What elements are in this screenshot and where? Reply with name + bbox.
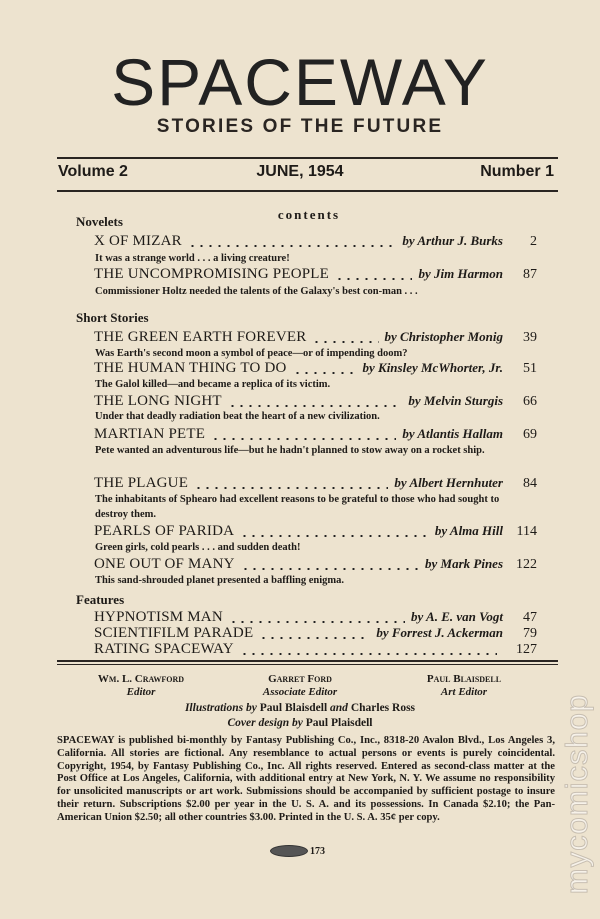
story-author: by Kinsley McWhorter, Jr. <box>362 360 503 375</box>
story-page: 69 <box>523 427 537 442</box>
story-page: 66 <box>523 394 537 409</box>
watermark: mycomicshop <box>559 693 594 895</box>
story-page: 122 <box>516 557 537 572</box>
label: and <box>330 702 348 714</box>
story-title: HYPNOTISM MAN <box>94 609 223 625</box>
staff-name: Wm. L. Crawford <box>97 673 185 685</box>
staff-name: Garret Ford <box>268 673 332 685</box>
dot-leader <box>259 637 370 639</box>
illustrator: Charles Ross <box>350 702 416 714</box>
magazine-subtitle: STORIES OF THE FUTURE <box>156 116 444 137</box>
divider <box>57 660 558 662</box>
story-page: 84 <box>523 476 537 491</box>
cover-artist: Paul Plaisdell <box>305 717 373 729</box>
dot-leader <box>312 341 378 343</box>
story-blurb: This sand-shrouded planet presented a baffling enigma. <box>95 575 345 586</box>
story-page: 79 <box>523 626 537 641</box>
story-title: THE PLAGUE <box>94 475 189 491</box>
story-author: by Atlantis Hallam <box>402 426 503 441</box>
toc-entry <box>94 360 537 378</box>
contents-heading: contents <box>277 207 341 222</box>
section-short-stories: Short Stories <box>76 310 149 325</box>
section-features: Features <box>76 592 125 607</box>
divider <box>57 664 558 665</box>
story-author: by Alma Hill <box>434 523 503 538</box>
story-author: by Melvin Sturgis <box>408 393 503 408</box>
cover-credit <box>0 716 600 730</box>
story-author: by Arthur J. Burks <box>402 233 503 248</box>
toc-entry <box>94 523 537 541</box>
dot-leader <box>241 568 419 570</box>
story-title: THE UNCOMPROMISING PEOPLE <box>94 266 330 282</box>
publication-notice: SPACEWAY is published bi-monthly by Fantasy Publishing Co., Inc., 8318-20 Avalon Blvd., Los Angeles 3, California. All stories are fictional. Any resemblance to actual persons or events is purely coincidental. Copyright, 1954, by Fantasy Publishing Co., Inc. All rights reserved. Entered as second-class matter at the Post Office at Los Angeles, California, with additional entry at New York, N. Y. We assume no responsibility for unsolicited manuscripts or art work. Submissions should be accompanied by sufficient postage to insure their return. Subscriptions $2.00 per year in the U. S. A. and its possessions. In Canada $2.10; the Pan-American Union $2.50; all other countries $3.00. Printed in the U. S. A. 35¢ per copy. <box>57 735 555 823</box>
dot-leader <box>194 487 388 489</box>
issue-date: JUNE, 1954 <box>256 163 344 180</box>
staff-role: Editor <box>126 686 156 698</box>
story-page: 51 <box>523 361 537 376</box>
story-blurb: Commissioner Holtz needed the talents of the Galaxy's best con-man . . . <box>95 286 418 297</box>
story-title: THE GREEN EARTH FOREVER <box>94 329 307 345</box>
story-title: THE HUMAN THING TO DO <box>94 360 287 376</box>
dot-leader <box>211 438 396 440</box>
story-title: MARTIAN PETE <box>94 426 206 442</box>
story-author: by Albert Hernhuter <box>394 475 503 490</box>
story-page: 127 <box>516 642 537 657</box>
dot-leader <box>228 405 403 407</box>
story-title: ONE OUT OF MANY <box>94 556 235 572</box>
story-page: 114 <box>516 524 537 539</box>
divider <box>57 157 558 159</box>
story-page: 2 <box>530 234 537 249</box>
story-title: SCIENTIFILM PARADE <box>94 625 254 641</box>
toc-entry <box>94 233 537 251</box>
label: Illustrations by <box>184 702 257 714</box>
page-footer <box>270 845 325 857</box>
story-page: 47 <box>523 610 537 625</box>
story-title: RATING SPACEWAY <box>94 641 234 657</box>
dot-leader <box>229 621 405 623</box>
story-blurb: The inhabitants of Sphearo had excellent reasons to be grateful to those who had sought to destroy them. <box>95 494 500 520</box>
dot-leader <box>240 535 429 537</box>
toc-entry <box>94 266 537 284</box>
dot-leader <box>293 372 357 374</box>
magazine-title: SPACEWAY <box>111 45 489 119</box>
volume-label: Volume 2 <box>58 163 128 180</box>
issue-number: Number 1 <box>480 163 554 180</box>
page-number: 173 <box>310 845 325 857</box>
toc-entry <box>94 475 537 493</box>
story-author: by Mark Pines <box>425 556 503 571</box>
story-blurb: Was Earth's second moon a symbol of peace—or of impending doom? <box>95 348 408 359</box>
story-title: PEARLS OF PARIDA <box>94 523 235 539</box>
staff-associate-editor <box>215 673 385 699</box>
toc-entry <box>94 556 537 574</box>
toc-entry <box>94 329 537 347</box>
story-author: by A. E. van Vogt <box>411 609 503 624</box>
dot-leader <box>335 278 412 280</box>
story-author: by Christopher Monig <box>384 329 503 344</box>
toc-entry <box>94 426 537 444</box>
story-blurb: It was a strange world . . . a living creature! <box>95 253 290 264</box>
staff-name: Paul Blaisdell <box>426 673 502 685</box>
label: Cover design by <box>227 717 303 729</box>
staff-editor <box>56 673 226 699</box>
illustration-credit <box>0 701 600 715</box>
story-author: by Jim Harmon <box>418 266 503 281</box>
story-author: by Forrest J. Ackerman <box>376 625 503 640</box>
story-blurb: The Galol killed—and became a replica of its victim. <box>95 379 331 390</box>
divider <box>57 190 558 192</box>
section-novelets: Novelets <box>76 214 123 229</box>
staff-art-editor <box>379 673 549 699</box>
story-title: THE LONG NIGHT <box>94 393 222 409</box>
dot-leader <box>240 653 497 655</box>
dot-leader <box>188 245 396 247</box>
toc-entry <box>94 641 537 659</box>
story-blurb: Pete wanted an adventurous life—but he hadn't planned to stow away on a rocket ship. <box>95 445 485 456</box>
illustrator: Paul Blaisdell <box>259 702 328 714</box>
staff-role: Associate Editor <box>262 686 338 698</box>
staff-role: Art Editor <box>440 686 488 698</box>
story-page: 39 <box>523 330 537 345</box>
story-title: X OF MIZAR <box>94 233 182 249</box>
publisher-emblem-icon <box>270 845 308 857</box>
story-page: 87 <box>523 267 537 282</box>
story-blurb: Green girls, cold pearls . . . and sudden death! <box>95 542 301 553</box>
story-blurb: Under that deadly radiation beat the heart of a new civilization. <box>95 411 380 422</box>
